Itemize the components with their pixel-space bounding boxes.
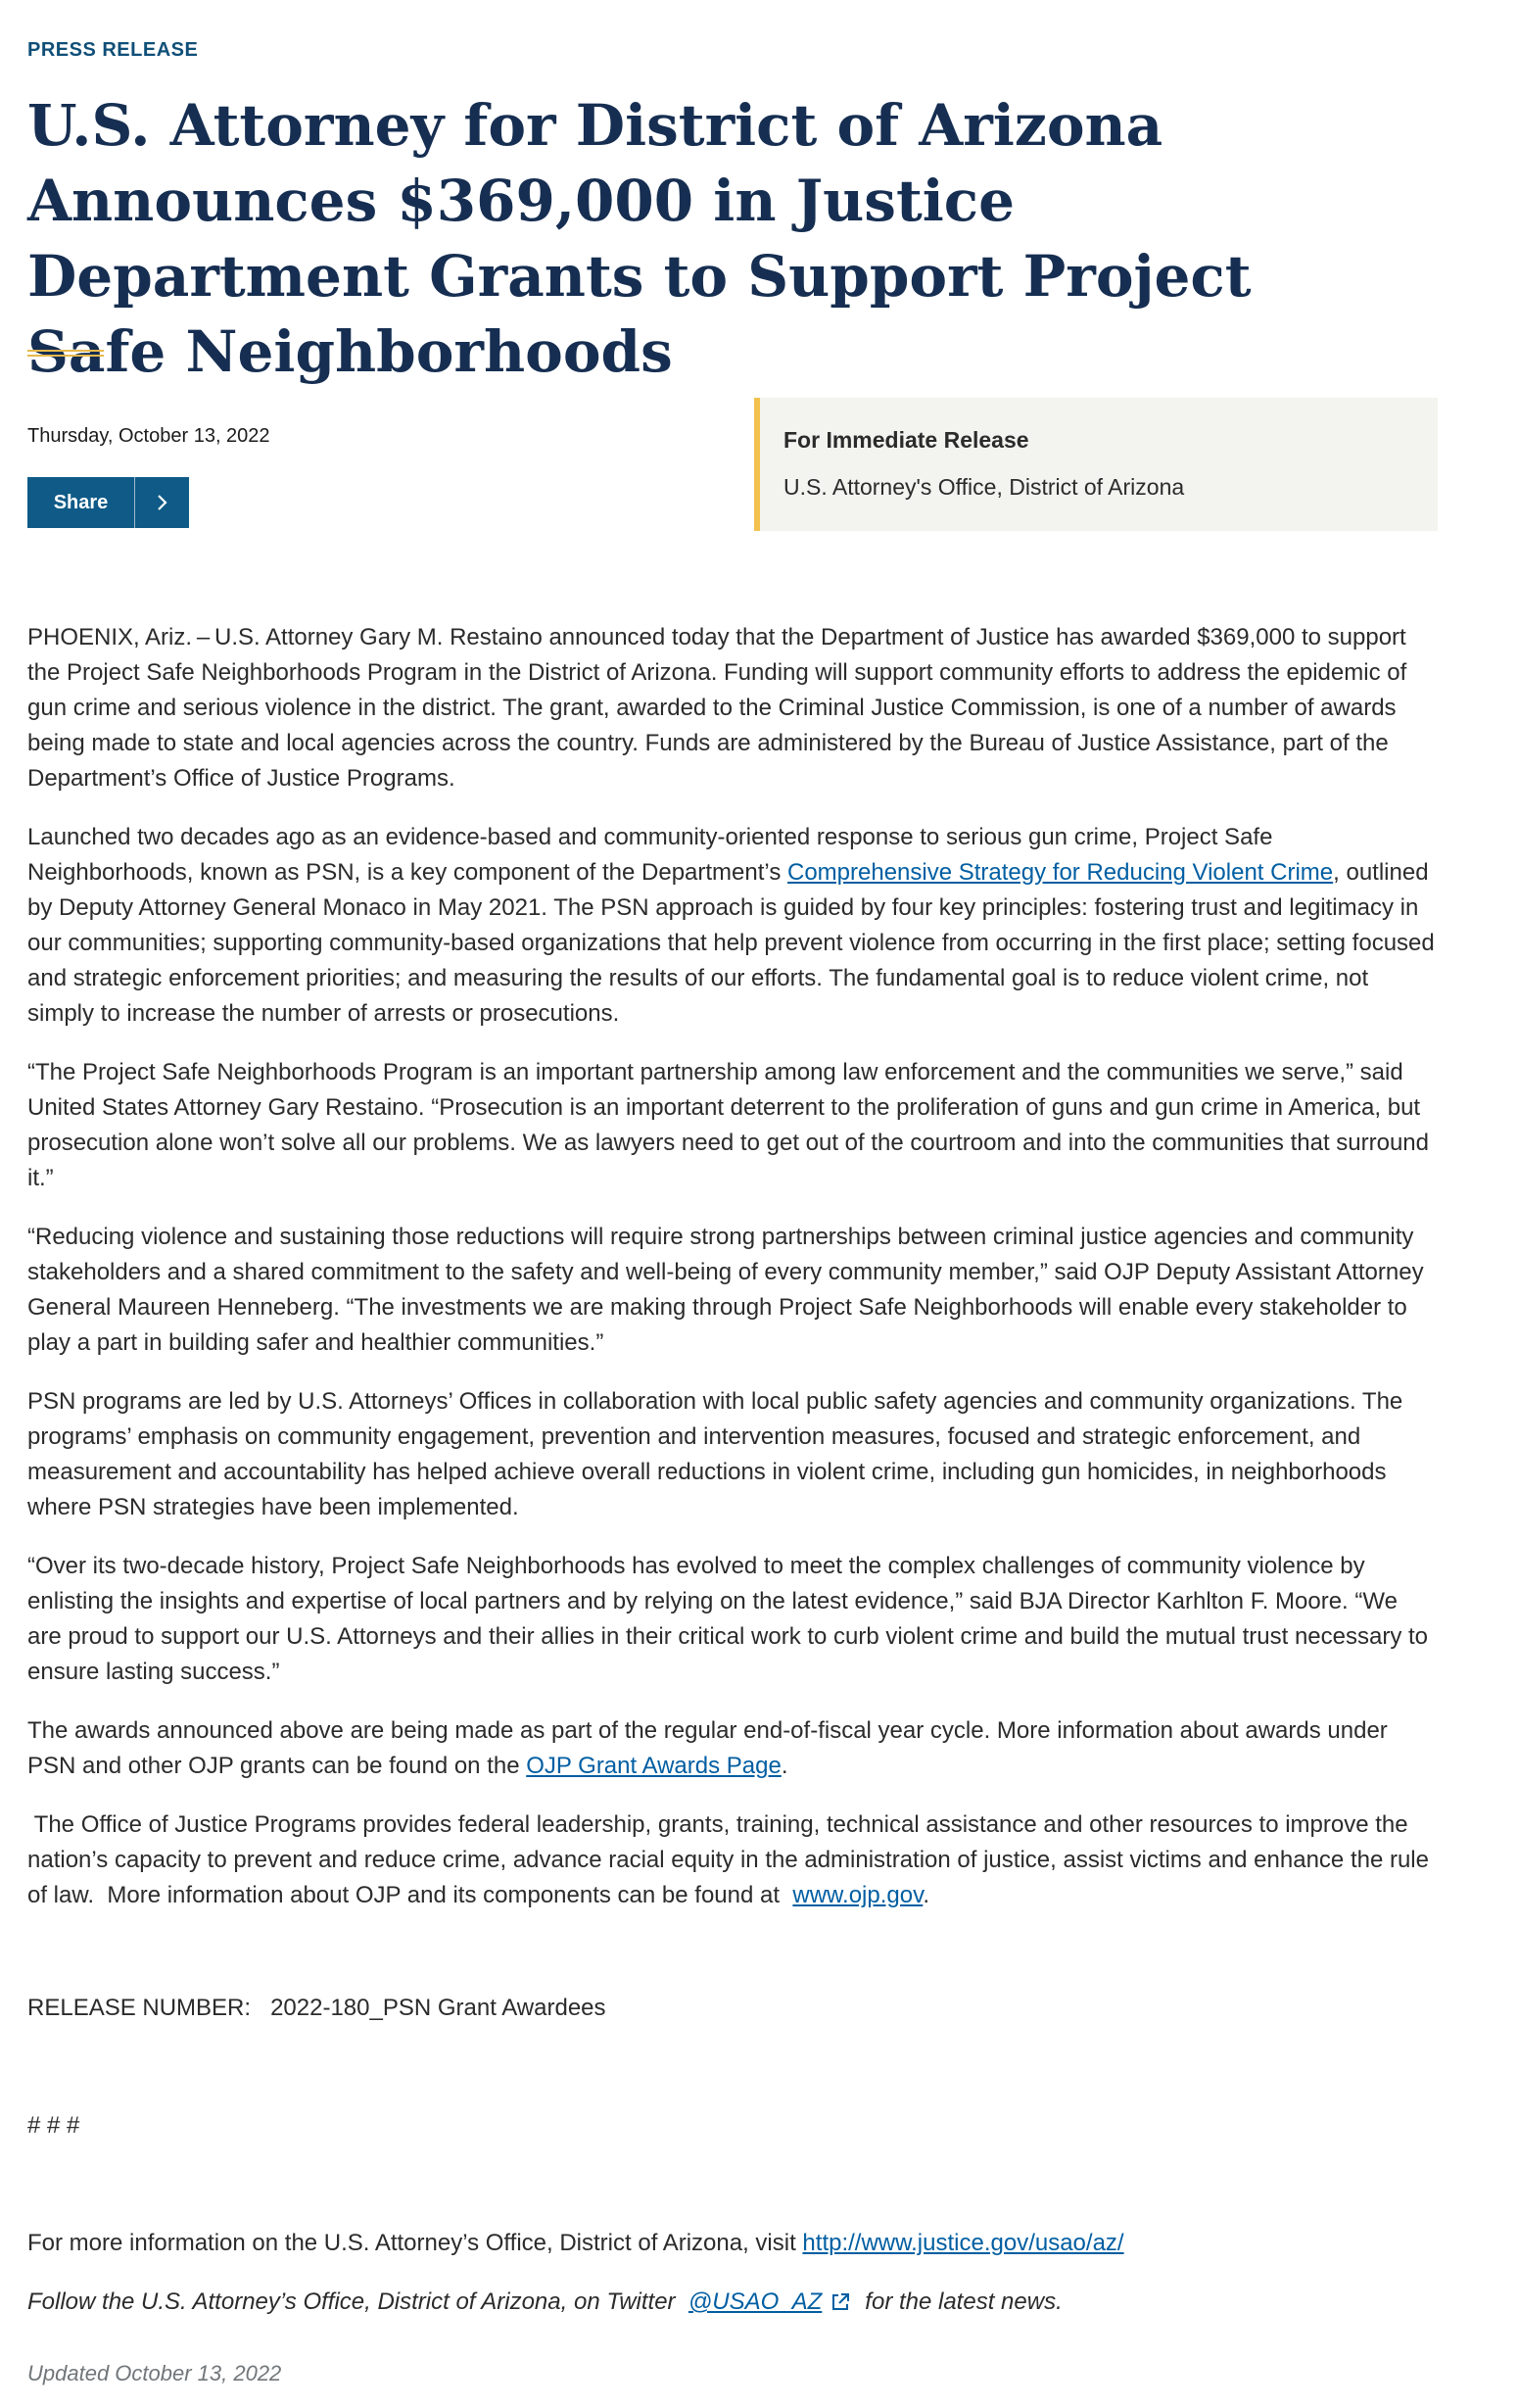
paragraph: PSN programs are led by U.S. Attorneys’ Offices in collaboration with local public safety agencies and community organizations. The programs’ emphasis on community engagement, prevention and intervention measures, focused and strategic enforcement, and measurement and accountability has helped achieve overall reductions in violent crime, including gun homicides, in neighborhoods where PSN strategies have been implemented. — [27, 1388, 1403, 1520]
paragraph: “Reducing violence and sustaining those reductions will require strong partnerships between criminal justice agencies and community stakeholders and a shared commitment to the safety and well-being of every community member,” said OJP Deputy Assistant Attorney General Maureen Henneberg. “The investments we are making through Project Safe Neighborhoods will enable every stakeholder to play a part in building safer and healthier communities.” — [27, 1224, 1424, 1356]
title-divider — [27, 350, 104, 357]
release-info-box — [754, 398, 1438, 531]
paragraph: The Office of Justice Programs provides federal leadership, grants, training, technical assistance and other resources to improve the nation’s capacity to prevent and reduce crime, advance racial equity in the administration of justice, assist victims and enhance the rule of law. More information about OJP and its components can be found at www.ojp.gov. — [27, 1811, 1429, 1908]
share-button[interactable] — [27, 477, 189, 528]
twitter-link[interactable]: @USAO_AZ — [688, 2288, 823, 2315]
page-title: U.S. Attorney for District of Arizona Announces $369,000 in Justice Department Grants to Support Project Safe Neighborhoods — [27, 92, 1252, 385]
comprehensive-strategy-link[interactable]: Comprehensive Strategy for Reducing Violent Crime — [786, 859, 1334, 886]
release-number-label: RELEASE NUMBER: — [27, 1995, 252, 2021]
usao-az-link[interactable]: http://www.justice.gov/usao/az/ — [802, 2230, 1124, 2256]
share-button-label: Share — [53, 491, 109, 513]
updated-date: Updated October 13, 2022 — [27, 2361, 282, 2385]
paragraph: “The Project Safe Neighborhoods Program is an important partnership among law enforcement and the communities we serve,” said United States Attorney Gary Restaino. “Prosecution is an important deterrent to the proliferation of guns and gun crime in America, but prosecution alone won’t solve all our problems. We as lawyers need to get out of the courtroom and into the communities that surround it.” — [27, 1059, 1429, 1191]
chevron-right-icon — [134, 477, 189, 528]
release-heading: For Immediate Release — [783, 427, 1029, 453]
end-marker: # # # — [27, 2112, 80, 2139]
paragraph: PHOENIX, Ariz. – U.S. Attorney Gary M. Restaino announced today that the Department of Justice has awarded $369,000 to support the Project Safe Neighborhoods Program in the District of Arizona. Funding will support community efforts to address the epidemic of gun crime and serious violence in the district. The grant, awarded to the Criminal Justice Commission, is one of a number of awards being made to state and local agencies across the country. Funds are administered by the Bureau of Justice Assistance, part of the Department’s Office of Justice Programs. — [27, 624, 1407, 792]
paragraph: The awards announced above are being made as part of the regular end-of-fiscal year cycle. More information about awards under PSN and other OJP grants can be found on the OJP Grant Awards Page. — [27, 1717, 1388, 1779]
follow-line: Follow the U.S. Attorney’s Office, District of Arizona, on Twitter @USAO_AZ for the latest news. — [27, 2288, 1063, 2315]
external-link-icon — [830, 2291, 851, 2313]
ojp-website-link[interactable]: www.ojp.gov — [792, 1882, 924, 1908]
office-name: U.S. Attorney's Office, District of Arizona — [783, 474, 1185, 500]
paragraph: Launched two decades ago as an evidence-based and community-oriented response to serious gun crime, Project Safe Neighborhoods, known as PSN, is a key component of the Department’s Comprehensive Strategy for Reducing Violent Crime, outlined by Deputy Attorney General Monaco in May 2021. The PSN approach is guided by four key principles: fostering trust and legitimacy in our communities; supporting community-based organizations that help prevent violence from occurring in the first place; setting focused and strategic enforcement priorities; and measuring the results of our efforts. The fundamental goal is to reduce violent crime, not simply to increase the number of arrests or prosecutions. — [27, 824, 1435, 1027]
release-number-value: 2022-180_PSN Grant Awardees — [270, 1995, 606, 2021]
more-info-line: For more information on the U.S. Attorney’s Office, District of Arizona, visit http://www.justice.gov/usao/az/ — [27, 2230, 1124, 2256]
ojp-grant-awards-link[interactable]: OJP Grant Awards Page — [526, 1753, 782, 1779]
page-eyebrow: PRESS RELEASE — [27, 39, 199, 61]
paragraph: “Over its two-decade history, Project Safe Neighborhoods has evolved to meet the complex challenges of community violence by enlisting the insights and expertise of local partners and by relying on the latest evidence,” said BJA Director Karhlton F. Moore. “We are proud to support our U.S. Attorneys and their allies in their critical work to curb violent crime and build the mutual trust necessary to ensure lasting success.” — [27, 1553, 1429, 1685]
release-number — [27, 1995, 606, 2022]
article-body — [27, 620, 1438, 1937]
release-date: Thursday, October 13, 2022 — [27, 425, 270, 447]
